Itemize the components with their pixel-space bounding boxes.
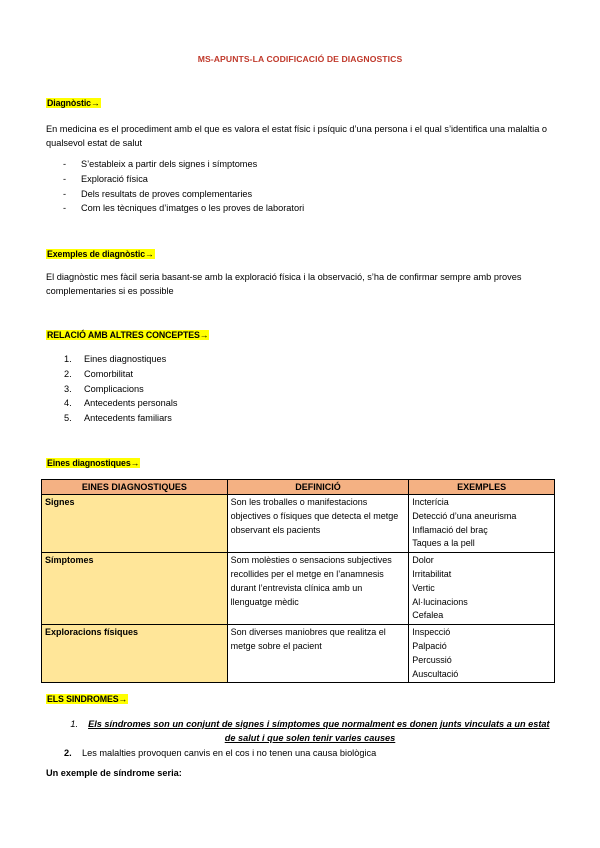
table-row [42, 625, 555, 683]
section-heading-tools: Eines diagnostiques→ [47, 458, 140, 468]
table-header-row [42, 480, 555, 495]
tool-name-cell: Símptomes [42, 553, 228, 625]
definition-cell: Som molèsties o sensacions subjectives recollides per el metge en l’anamnesis durant l’entrevista clínica amb un llenguatge mèdic [227, 553, 409, 625]
diagnostic-paragraph: En medicina es el procediment amb el que es valora el estat físic i psíquic d’una persona i el qual s’identifica una malaltia o qualsevol estat de salut [46, 124, 547, 148]
list-item: - Dels resultats de proves complementaries [63, 188, 253, 199]
tool-name-cell: Exploracions físiques [42, 625, 228, 683]
syndrome-note: 2. Les malalties provoquen canvis en el cos i no tenen una causa biològica [64, 748, 377, 758]
examples-paragraph: El diagnòstic mes fàcil seria basant-se amb la exploració física i la observació, s’ha de confirmar sempre amb proves complementaries si es possible [46, 272, 522, 296]
examples-cell: Incterícia Detecció d’una aneurisma Inflamació del braç Taques a la pell [409, 495, 555, 553]
column-header: EXEMPLES [409, 480, 555, 495]
column-header: EINES DIAGNOSTIQUES [42, 480, 228, 495]
list-item: - Exploració física [63, 173, 148, 184]
list-item: 5. Antecedents familiars [64, 413, 172, 424]
examples-cell: Inspecció Palpació Percussió Auscultació [409, 625, 555, 683]
syndrome-definition: 1. Els síndromes son un conjunt de signes i símptomes que normalment es donen junts vinculats a un estat de salut i que solen tenir varies causes [70, 719, 550, 743]
diagnostic-list [46, 157, 304, 216]
definition-cell: Son diverses maniobres que realitza el metge sobre el pacient [227, 625, 409, 683]
list-item: 3. Complicacions [64, 383, 144, 394]
column-header: DEFINICIÓ [227, 480, 409, 495]
relation-list [46, 352, 177, 426]
list-item: 1. Eines diagnostiques [64, 354, 167, 364]
list-item: 2. Comorbilitat [64, 368, 134, 379]
list-item: - Com les tècniques d’imatges o les proves de laboratori [63, 203, 305, 214]
examples-cell: Dolor Irritabilitat Vertic Al·lucinacions Cefalea [409, 553, 555, 625]
section-heading-syndromes: ELS SINDROMES→ [47, 694, 128, 704]
definition-cell: Son les troballes o manifestacions objectives o físiques que detecta el metge observant els pacients [227, 495, 409, 553]
table-row [42, 553, 555, 625]
list-item: 4. Antecedents personals [64, 398, 178, 409]
section-heading-relation: RELACIÓ AMB ALTRES CONCEPTES→ [47, 330, 209, 340]
section-heading-diagnostic: Diagnòstic→ [47, 98, 100, 108]
syndrome-example-label: Un exemple de síndrome seria: [46, 768, 182, 778]
section-heading-examples: Exemples de diagnòstic→ [47, 249, 154, 259]
tool-name-cell: Signes [42, 495, 228, 553]
diagnostic-tools-table [41, 479, 555, 683]
document-title: MS-APUNTS-LA CODIFICACIÓ DE DIAGNOSTICS [197, 54, 403, 64]
list-item: - S’estableix a partir dels signes i símptomes [63, 159, 258, 169]
table-row [42, 495, 555, 553]
